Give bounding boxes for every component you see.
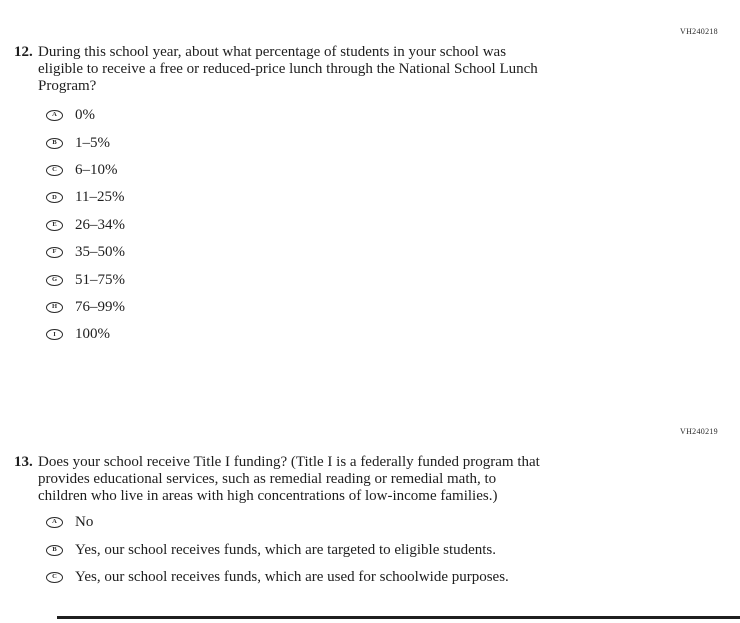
bubble-letter: A [52,518,57,526]
bubble-letter: B [52,546,57,554]
answer-option[interactable] [46,129,740,156]
option-label: 11–25% [75,189,125,206]
option-label: 6–10% [75,161,118,178]
question-text-line: Does your school receive Title I funding? (Title I is a federally funded program that [38,454,540,470]
answer-option[interactable] [46,321,740,348]
question-block-13 [0,427,740,591]
bubble-letter: E [52,221,57,229]
option-label: 51–75% [75,271,125,288]
option-label: 35–50% [75,244,125,261]
answer-options-list [0,509,740,591]
oval-response-icon[interactable] [46,545,63,556]
option-label: No [75,514,94,531]
answer-option[interactable] [46,157,740,184]
oval-response-icon[interactable] [46,247,63,258]
answer-option[interactable] [46,239,740,266]
question-text-line: provides educational services, such as remedial reading or remedial math, to [38,471,497,487]
oval-response-icon[interactable] [46,517,63,528]
option-label: 0% [75,107,95,124]
option-label: Yes, our school receives funds, which are targeted to eligible students. [75,541,497,558]
question-number: 12. [14,44,33,60]
answer-option[interactable] [46,509,740,536]
oval-response-icon[interactable] [46,110,63,121]
question-12-row [0,44,740,95]
option-label: Yes, our school receives funds, which are used for schoolwide purposes. [75,568,509,585]
bubble-letter: D [52,193,57,201]
bubble-letter: I [53,330,56,338]
answer-option[interactable] [46,294,740,321]
question-text-line: Program? [38,78,97,94]
question-text-line: eligible to receive a free or reduced-price lunch through the National School Lunch [38,61,538,77]
bubble-letter: F [52,248,57,256]
oval-response-icon[interactable] [46,192,63,203]
question-text [38,454,540,505]
bubble-letter: C [52,166,57,174]
option-label: 100% [75,326,110,343]
question-text-line: children who live in areas with high concentrations of low-income families.) [38,488,498,504]
bubble-letter: H [51,303,58,311]
oval-response-icon[interactable] [46,165,63,176]
oval-response-icon[interactable] [46,329,63,340]
answer-option[interactable] [46,564,740,591]
question-block-12 [0,27,740,349]
answer-option[interactable] [46,212,740,239]
question-number: 13. [14,454,33,470]
option-label: 1–5% [75,134,110,151]
item-code-label: VH240218 [680,27,718,36]
option-label: 26–34% [75,216,125,233]
answer-option[interactable] [46,266,740,293]
answer-option[interactable] [46,102,740,129]
question-13-row [0,454,740,505]
answer-option[interactable] [46,536,740,563]
answer-option[interactable] [46,184,740,211]
question-text-line: During this school year, about what percentage of students in your school was [38,44,507,60]
item-code-label: VH240219 [680,427,718,436]
oval-response-icon[interactable] [46,275,63,286]
bubble-letter: G [51,275,58,283]
bubble-letter: B [52,139,57,147]
question-text [38,44,538,95]
oval-response-icon[interactable] [46,572,63,583]
oval-response-icon[interactable] [46,220,63,231]
page-bottom-rule [57,616,740,619]
option-label: 76–99% [75,298,125,315]
oval-response-icon[interactable] [46,302,63,313]
answer-options-list [0,102,740,349]
bubble-letter: A [52,111,57,119]
bubble-letter: C [52,573,57,581]
oval-response-icon[interactable] [46,138,63,149]
